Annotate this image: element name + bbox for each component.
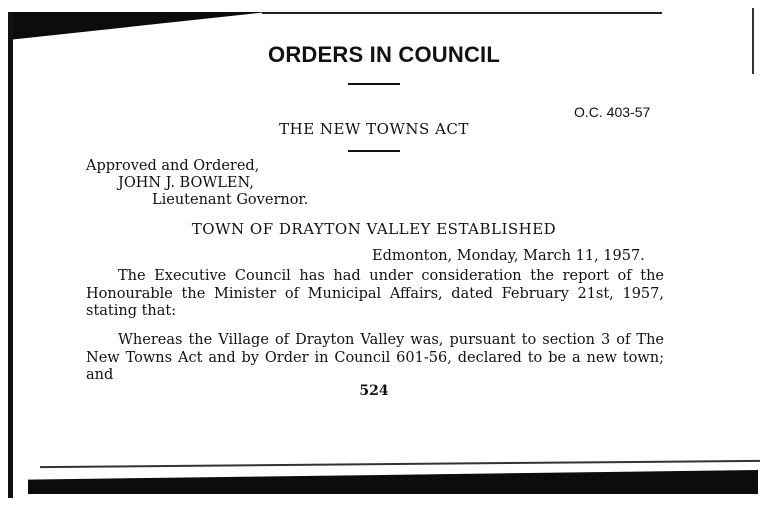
act-divider	[348, 150, 400, 152]
act-title: THE NEW TOWNS ACT	[279, 120, 469, 138]
page-title: ORDERS IN COUNCIL	[268, 42, 500, 67]
governor-title: Lieutenant Governor.	[152, 192, 309, 208]
governor-name: JOHN J. BOWLEN,	[118, 175, 254, 191]
page-number: 524	[359, 383, 389, 399]
scan-edge-line	[262, 12, 662, 14]
scan-edge-bottom-line	[40, 460, 760, 468]
title-divider	[348, 83, 400, 85]
paragraph: Whereas the Village of Drayton Valley was, pursuant to section 3 of The New Towns Act and by Order in Council 601-56, declared to be a new town; and	[86, 332, 664, 383]
order-number: O.C. 403-57	[574, 104, 651, 120]
scan-shadow	[8, 12, 268, 40]
paragraph: The Executive Council has had under consideration the report of the Honourable the Minister of Municipal Affairs, dated February 21st, 1957, stating that:	[86, 268, 664, 319]
scan-edge-left	[8, 12, 13, 498]
order-heading: TOWN OF DRAYTON VALLEY ESTABLISHED	[191, 220, 557, 238]
dateline: Edmonton, Monday, March 11, 1957.	[372, 248, 645, 264]
scan-shadow-bottom	[28, 470, 758, 494]
approval-line: Approved and Ordered,	[86, 158, 260, 174]
